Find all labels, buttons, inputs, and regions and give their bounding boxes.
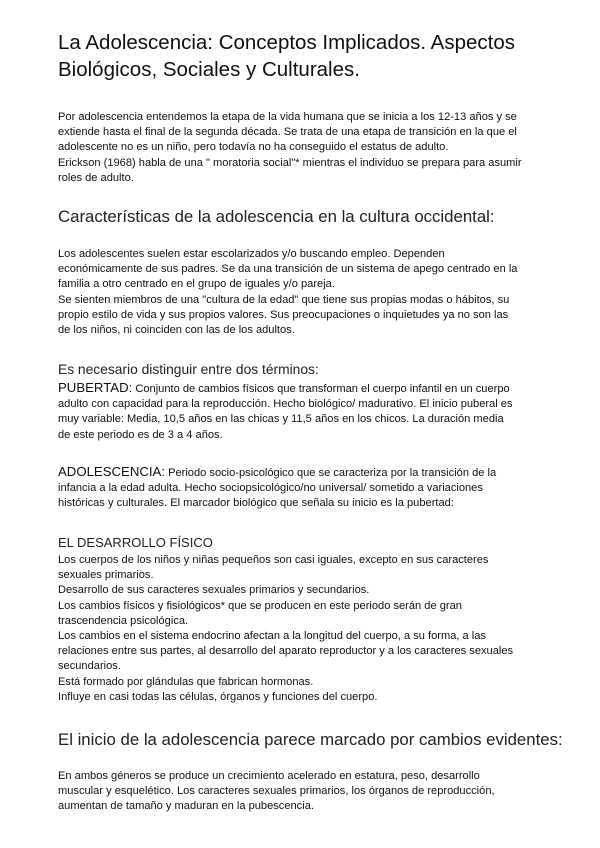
caracteristicas-line: Los adolescentes suelen estar escolarizados y/o buscando empleo. Dependen xyxy=(58,248,445,260)
desarrollo-line: Los cambios físicos y fisiológicos* que se producen en este periodo serán de gran xyxy=(58,599,462,612)
caracteristicas-line: económicamente de sus padres. Se da una transición de un sistema de apego centrado en la xyxy=(58,263,518,276)
intro-line: extiende hasta el final de la segunda década. Se trata de una etapa de transición en la que el xyxy=(58,126,517,139)
desarrollo-line: Desarrollo de sus caracteres sexuales primarios y secundarios. xyxy=(58,584,370,597)
inicio-line: muscular y esquelético. Los caracteres sexuales primarios, los órganos de reproducción, xyxy=(58,785,495,798)
intro-line: adolescente no es un niño, pero todavía no ha conseguido el estatus de adulto. xyxy=(58,141,449,154)
adolescencia-line: infancia a la edad adulta. Hecho sociopsicológico/no universal/ sometido a variaciones xyxy=(58,482,483,495)
title-line-2: Biológicos, Sociales y Culturales. xyxy=(58,58,360,81)
pubertad-line: de este periodo es de 3 a 4 años. xyxy=(58,428,223,441)
pubertad-definition-start: Conjunto de cambios físicos que transforman el cuerpo infantil en un cuerpo xyxy=(132,383,510,395)
intro-line: Por adolescencia entendemos la etapa de la vida humana que se inicia a los 12-13 años y se xyxy=(58,111,517,123)
caracteristicas-line: familia a otro centrado en el grupo de iguales y/o pareja. xyxy=(58,278,335,291)
adolescencia-term: ADOLESCENCIA: xyxy=(58,464,165,479)
desarrollo-line: Está formado por glándulas que fabrican hormonas. xyxy=(58,675,314,688)
desarrollo-line: Influye en casi todas las células, órganos y funciones del cuerpo. xyxy=(58,690,378,703)
pubertad-paragraph xyxy=(58,380,568,443)
heading-caracteristicas: Características de la adolescencia en la cultura occidental: xyxy=(58,207,495,226)
intro-paragraph xyxy=(58,110,568,186)
caracteristicas-line: de los niños, ni coinciden con las de los adultos. xyxy=(58,324,295,337)
intro-line: Erickson (1968) habla de una " moratoria social"* mientras el individuo se prepara para asumir xyxy=(58,156,522,169)
pubertad-line: muy variable: Media, 10,5 años en las chicas y 11,5 años en los chicos. La duración media xyxy=(58,413,504,426)
caracteristicas-line: Se sienten miembros de una "cultura de la edad" que tiene sus propias modas o hábitos, su xyxy=(58,293,510,306)
document-title xyxy=(58,29,558,83)
adolescencia-first-line xyxy=(58,464,568,481)
adolescencia-definition-start: Periodo socio-psicológico que se caracteriza por la transición de la xyxy=(165,467,497,479)
caracteristicas-line: propio estilo de vida y sus propios valores. Sus preocupaciones o inquietudes ya no son las xyxy=(58,308,509,321)
pubertad-line: adulto con capacidad para la reproducción. Hecho biológico/ madurativo. El inicio puberal es xyxy=(58,398,513,411)
heading-distinguir: Es necesario distinguir entre dos términos: xyxy=(58,362,319,377)
heading-desarrollo: EL DESARROLLO FÍSICO xyxy=(58,535,213,550)
title-line-1: La Adolescencia: Conceptos Implicados. Aspectos xyxy=(58,31,515,54)
pubertad-term: PUBERTAD: xyxy=(58,380,133,395)
inicio-paragraph xyxy=(58,769,568,815)
pubertad-first-line xyxy=(58,380,568,397)
intro-line: roles de adulto. xyxy=(58,171,134,184)
heading-inicio: El inicio de la adolescencia parece marcado por cambios evidentes: xyxy=(58,730,563,749)
desarrollo-line: Los cambios en el sistema endocrino afectan a la longitud del cuerpo, a su forma, a las xyxy=(58,630,486,643)
inicio-line: aumentan de tamaño y maduran en la pubescencia. xyxy=(58,800,314,813)
desarrollo-line: secundarios. xyxy=(58,660,121,673)
adolescencia-paragraph xyxy=(58,464,568,512)
desarrollo-line: sexuales primarios. xyxy=(58,569,154,582)
inicio-line: En ambos géneros se produce un crecimiento acelerado en estatura, peso, desarrollo xyxy=(58,770,480,782)
desarrollo-paragraph xyxy=(58,553,568,705)
desarrollo-line: trascendencia psicológica. xyxy=(58,614,189,627)
caracteristicas-paragraph xyxy=(58,247,568,338)
desarrollo-line: relaciones entre sus partes, al desarrollo del aparato reproductor y a los caracteres sexuales xyxy=(58,645,514,658)
desarrollo-line: Los cuerpos de los niños y niñas pequeños son casi iguales, excepto en sus caracteres xyxy=(58,554,489,566)
adolescencia-line: históricas y culturales. El marcador biológico que señala su inicio es la pubertad: xyxy=(58,497,454,510)
